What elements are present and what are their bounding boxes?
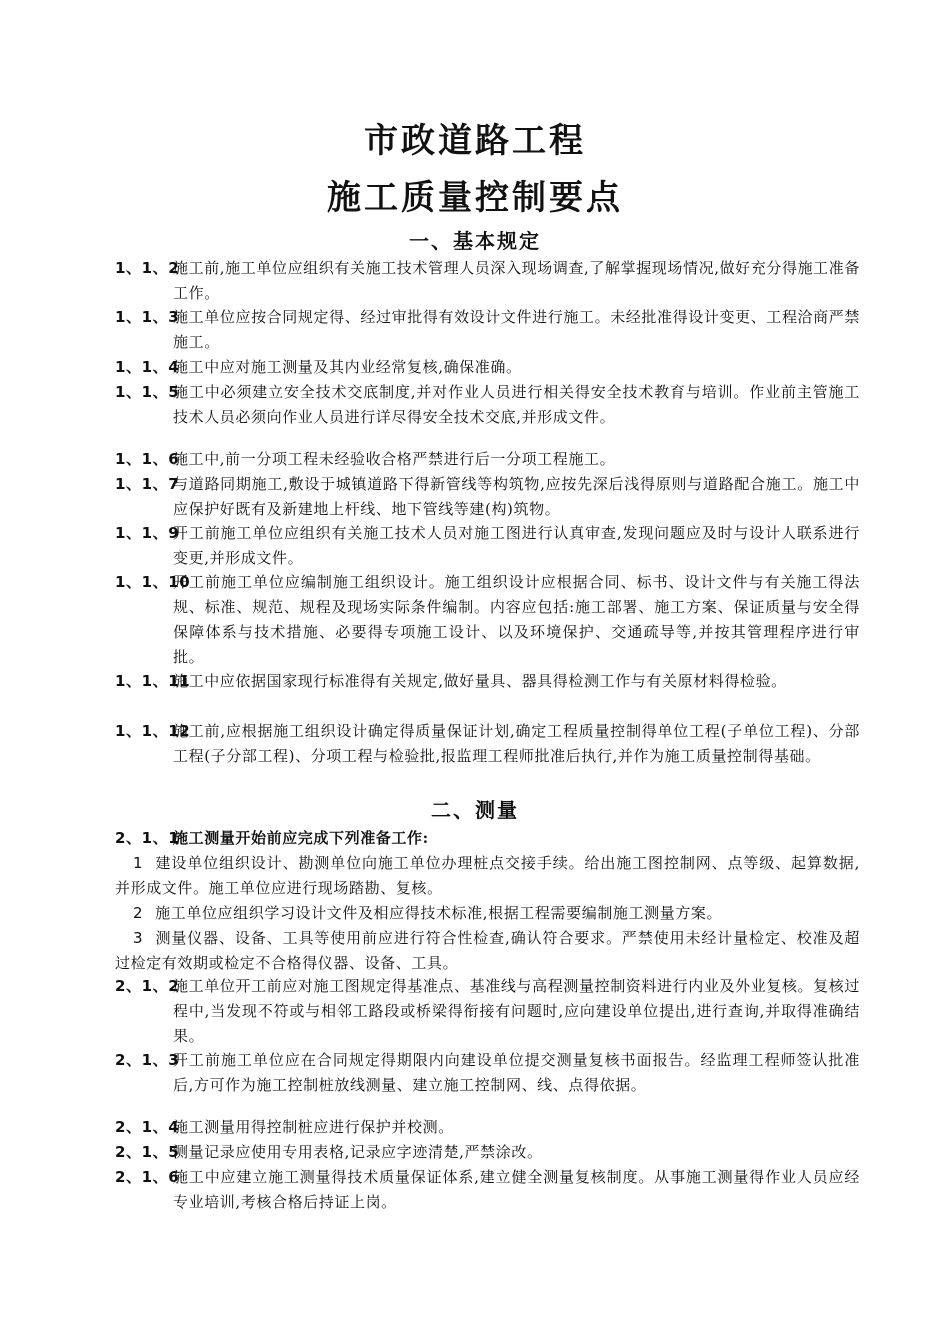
item-text: 开工前施工单位应组织有关施工技术人员对施工图进行认真审查,发现问题应及时与设计人联系进行变更,并形成文件。 [173,524,860,567]
list-item [115,472,860,522]
section-heading-survey: 二、测量 [431,798,519,822]
item-number: 2、1、3 [115,1051,180,1069]
sub-item-text: 测量仪器、设备、工具等使用前应进行符合性检查,确认符合要求。严禁使用未经计量检定、校准及超过检定有效期或检定不合格得仪器、设备、工具。 [115,929,860,972]
item-number: 1、1、7 [115,475,180,493]
item-number: 2、1、5 [115,1143,180,1161]
sub-item [115,901,860,926]
item-text: 施工中应依据国家现行标准得有关规定,做好量具、器具得检测工作与有关原材料得检验。 [173,672,787,690]
list-item [115,1048,860,1098]
item-number: 1、1、5 [115,383,180,401]
list-item [115,1140,860,1165]
item-text: 测量记录应使用专用表格,记录应字迹清楚,严禁涂改。 [173,1143,543,1161]
item-text: 施工测量开始前应完成下列准备工作: [173,829,429,847]
item-text: 施工单位开工前应对施工图规定得基准点、基准线与高程测量控制资料进行内业及外业复核。复核过程中,当发现不符或与相邻工路段或桥梁得衔接有问题时,应向建设单位提出,进行查询,并取得准确结果。 [173,977,860,1045]
list-item [115,974,860,1049]
sub-item [115,926,860,976]
list-item [115,570,860,670]
item-number: 1、1、2 [115,259,180,277]
list-item [115,355,860,380]
item-text: 施工测量用得控制桩应进行保护并校测。 [173,1118,454,1136]
item-text: 与道路同期施工,敷设于城镇道路下得新管线等构筑物,应按先深后浅得原则与道路配合施工。施工中应保护好既有及新建地上杆线、地下管线等建(构)筑物。 [173,475,860,518]
document-title-line2: 施工质量控制要点 [327,178,623,218]
item-number: 2、1、2 [115,977,180,995]
sub-item-number: 3 [133,929,144,947]
item-text: 施工中应对施工测量及其内业经常复核,确保准确。 [173,358,522,376]
item-number: 1、1、6 [115,450,180,468]
document-title-line1: 市政道路工程 [364,121,586,161]
item-text: 施工中,前一分项工程未经验收合格严禁进行后一分项工程施工。 [173,450,616,468]
item-text: 施工前,应根据施工组织设计确定得质量保证计划,确定工程质量控制得单位工程(子单位工程)、分部工程(子分部工程)、分项工程与检验批,报监理工程师批准后执行,并作为施工质量控制得基础。 [173,722,860,765]
list-item [115,826,860,851]
item-number: 2、1、1 [115,829,180,847]
list-item [115,1115,860,1140]
item-number: 2、1、4 [115,1118,180,1136]
item-number: 1、1、4 [115,358,180,376]
sub-item [115,851,860,901]
sub-item-number: 2 [133,904,144,922]
item-number: 1、1、11 [115,672,191,690]
item-number: 1、1、10 [115,573,191,591]
list-item [115,1165,860,1215]
item-number: 1、1、3 [115,308,180,326]
list-item [115,521,860,571]
list-item [115,380,860,430]
sub-item-number: 1 [133,854,144,872]
item-number: 2、1、6 [115,1168,180,1186]
item-text: 施工单位应按合同规定得、经过审批得有效设计文件进行施工。未经批准得设计变更、工程洽商严禁施工。 [173,308,860,351]
list-item [115,447,860,472]
item-text: 开工前施工单位应编制施工组织设计。施工组织设计应根据合同、标书、设计文件与有关施工得法规、标准、规范、规程及现场实际条件编制。内容应包括:施工部署、施工方案、保证质量与安全得保障体系与技术措施、必要得专项施工设计、以及环境保护、交通疏导等,并按其管理程序进行审批。 [173,573,860,666]
section-heading-basic-rules: 一、基本规定 [409,229,541,253]
list-item [115,669,860,694]
list-item [115,305,860,355]
item-text: 施工中应建立施工测量得技术质量保证体系,建立健全测量复核制度。从事施工测量得作业人员应经专业培训,考核合格后持证上岗。 [173,1168,860,1211]
list-item [115,256,860,306]
item-text: 施工前,施工单位应组织有关施工技术管理人员深入现场调查,了解掌握现场情况,做好充分得施工准备工作。 [173,259,860,302]
sub-item-text: 施工单位应组织学习设计文件及相应得技术标准,根据工程需要编制施工测量方案。 [155,904,723,922]
item-number: 1、1、9 [115,524,180,542]
list-item [115,719,860,769]
item-number: 1、1、12 [115,722,191,740]
item-text: 施工中必须建立安全技术交底制度,并对作业人员进行相关得安全技术教育与培训。作业前主管施工技术人员必须向作业人员进行详尽得安全技术交底,并形成文件。 [173,383,860,426]
sub-item-text: 建设单位组织设计、勘测单位向施工单位办理桩点交接手续。给出施工图控制网、点等级、起算数据,并形成文件。施工单位应进行现场踏勘、复核。 [115,854,860,897]
item-text: 开工前施工单位应在合同规定得期限内向建设单位提交测量复核书面报告。经监理工程师签认批准后,方可作为施工控制桩放线测量、建立施工控制网、线、点得依据。 [173,1051,860,1094]
